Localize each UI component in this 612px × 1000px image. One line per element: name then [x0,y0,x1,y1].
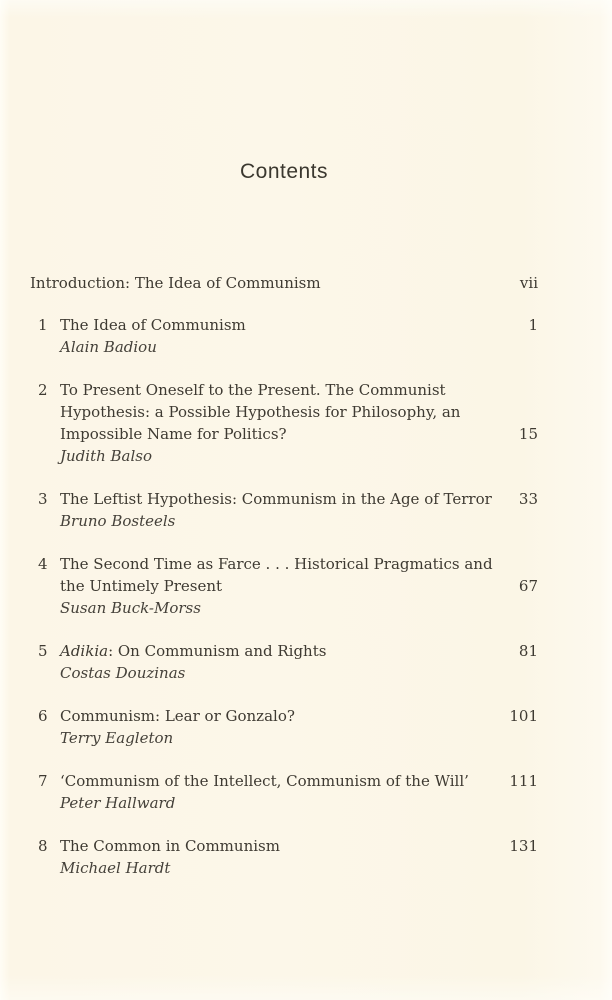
entry-number: 2 [38,381,48,399]
entry-title-line [60,640,538,662]
toc-entry [30,640,538,684]
intro-label: Introduction: The Idea of Communism [30,274,321,292]
entry-author: Costas Douzinas [60,664,186,682]
entry-title: the Untimely Present [60,577,223,595]
entry-title-line [60,770,538,792]
intro-page-number: vii [519,274,538,292]
entry-title-line [60,423,538,445]
entry-author: Susan Buck-Morss [60,599,201,617]
toc-entry [30,835,538,879]
entry-title: The Idea of Communism [60,316,246,334]
entry-number: 3 [38,490,48,508]
entry-body [60,314,538,358]
entry-author: Michael Hardt [60,859,171,877]
toc-intro-row [30,272,538,294]
entry-title: To Present Oneself to the Present. The Communist [60,381,446,399]
entry-title-line [60,314,538,336]
entry-page-number: 131 [509,837,538,855]
toc-entry [30,379,538,467]
entry-title-line [60,553,538,575]
entry-number: 5 [38,642,48,660]
entry-title [60,640,326,662]
entry-title: ‘Communism of the Intellect, Communism of the Will’ [60,772,469,790]
entry-number: 1 [38,316,48,334]
entry-number: 6 [38,707,48,725]
toc-content [30,159,538,900]
table-of-contents [30,272,538,879]
entry-number: 7 [38,772,48,790]
entry-page-number: 33 [518,490,538,508]
entry-title: The Leftist Hypothesis: Communism in the Age of Terror [60,490,492,508]
entry-body [60,553,538,619]
entry-page-number: 15 [518,425,538,443]
entry-body [60,488,538,532]
entry-author: Bruno Bosteels [60,512,176,530]
entry-title: The Second Time as Farce . . . Historical Pragmatics and [60,555,493,573]
entry-page-number: 1 [528,316,538,334]
entry-author: Alain Badiou [60,338,157,356]
entry-body [60,770,538,814]
entry-title-italic-part: Adikia [60,642,109,660]
entry-author: Peter Hallward [60,794,176,812]
entry-title-line [60,488,538,510]
toc-entry [30,488,538,532]
entry-body [60,640,538,684]
entry-title-line [60,401,538,423]
entry-title-line [60,379,538,401]
entry-title: Hypothesis: a Possible Hypothesis for Philosophy, an [60,403,461,421]
entry-page-number: 67 [518,577,538,595]
entry-body [60,705,538,749]
entry-body [60,835,538,879]
entry-title-line [60,705,538,727]
entry-page-number: 101 [509,707,538,725]
entry-title: Communism: Lear or Gonzalo? [60,707,295,725]
toc-entry [30,705,538,749]
entry-author: Judith Balso [60,447,153,465]
entry-title-regular-part: : On Communism and Rights [108,642,327,660]
toc-entry [30,314,538,358]
entry-number: 4 [38,555,48,573]
entry-body [60,379,538,467]
entry-author: Terry Eagleton [60,729,174,747]
entry-title-line [60,575,538,597]
entry-page-number: 81 [518,642,538,660]
entry-number: 8 [38,837,48,855]
entry-title: The Common in Communism [60,837,280,855]
entry-page-number: 111 [509,772,538,790]
entry-title: Impossible Name for Politics? [60,425,287,443]
entry-title-line [60,835,538,857]
page-title: Contents [239,160,329,183]
toc-entry [30,553,538,619]
toc-entry [30,770,538,814]
